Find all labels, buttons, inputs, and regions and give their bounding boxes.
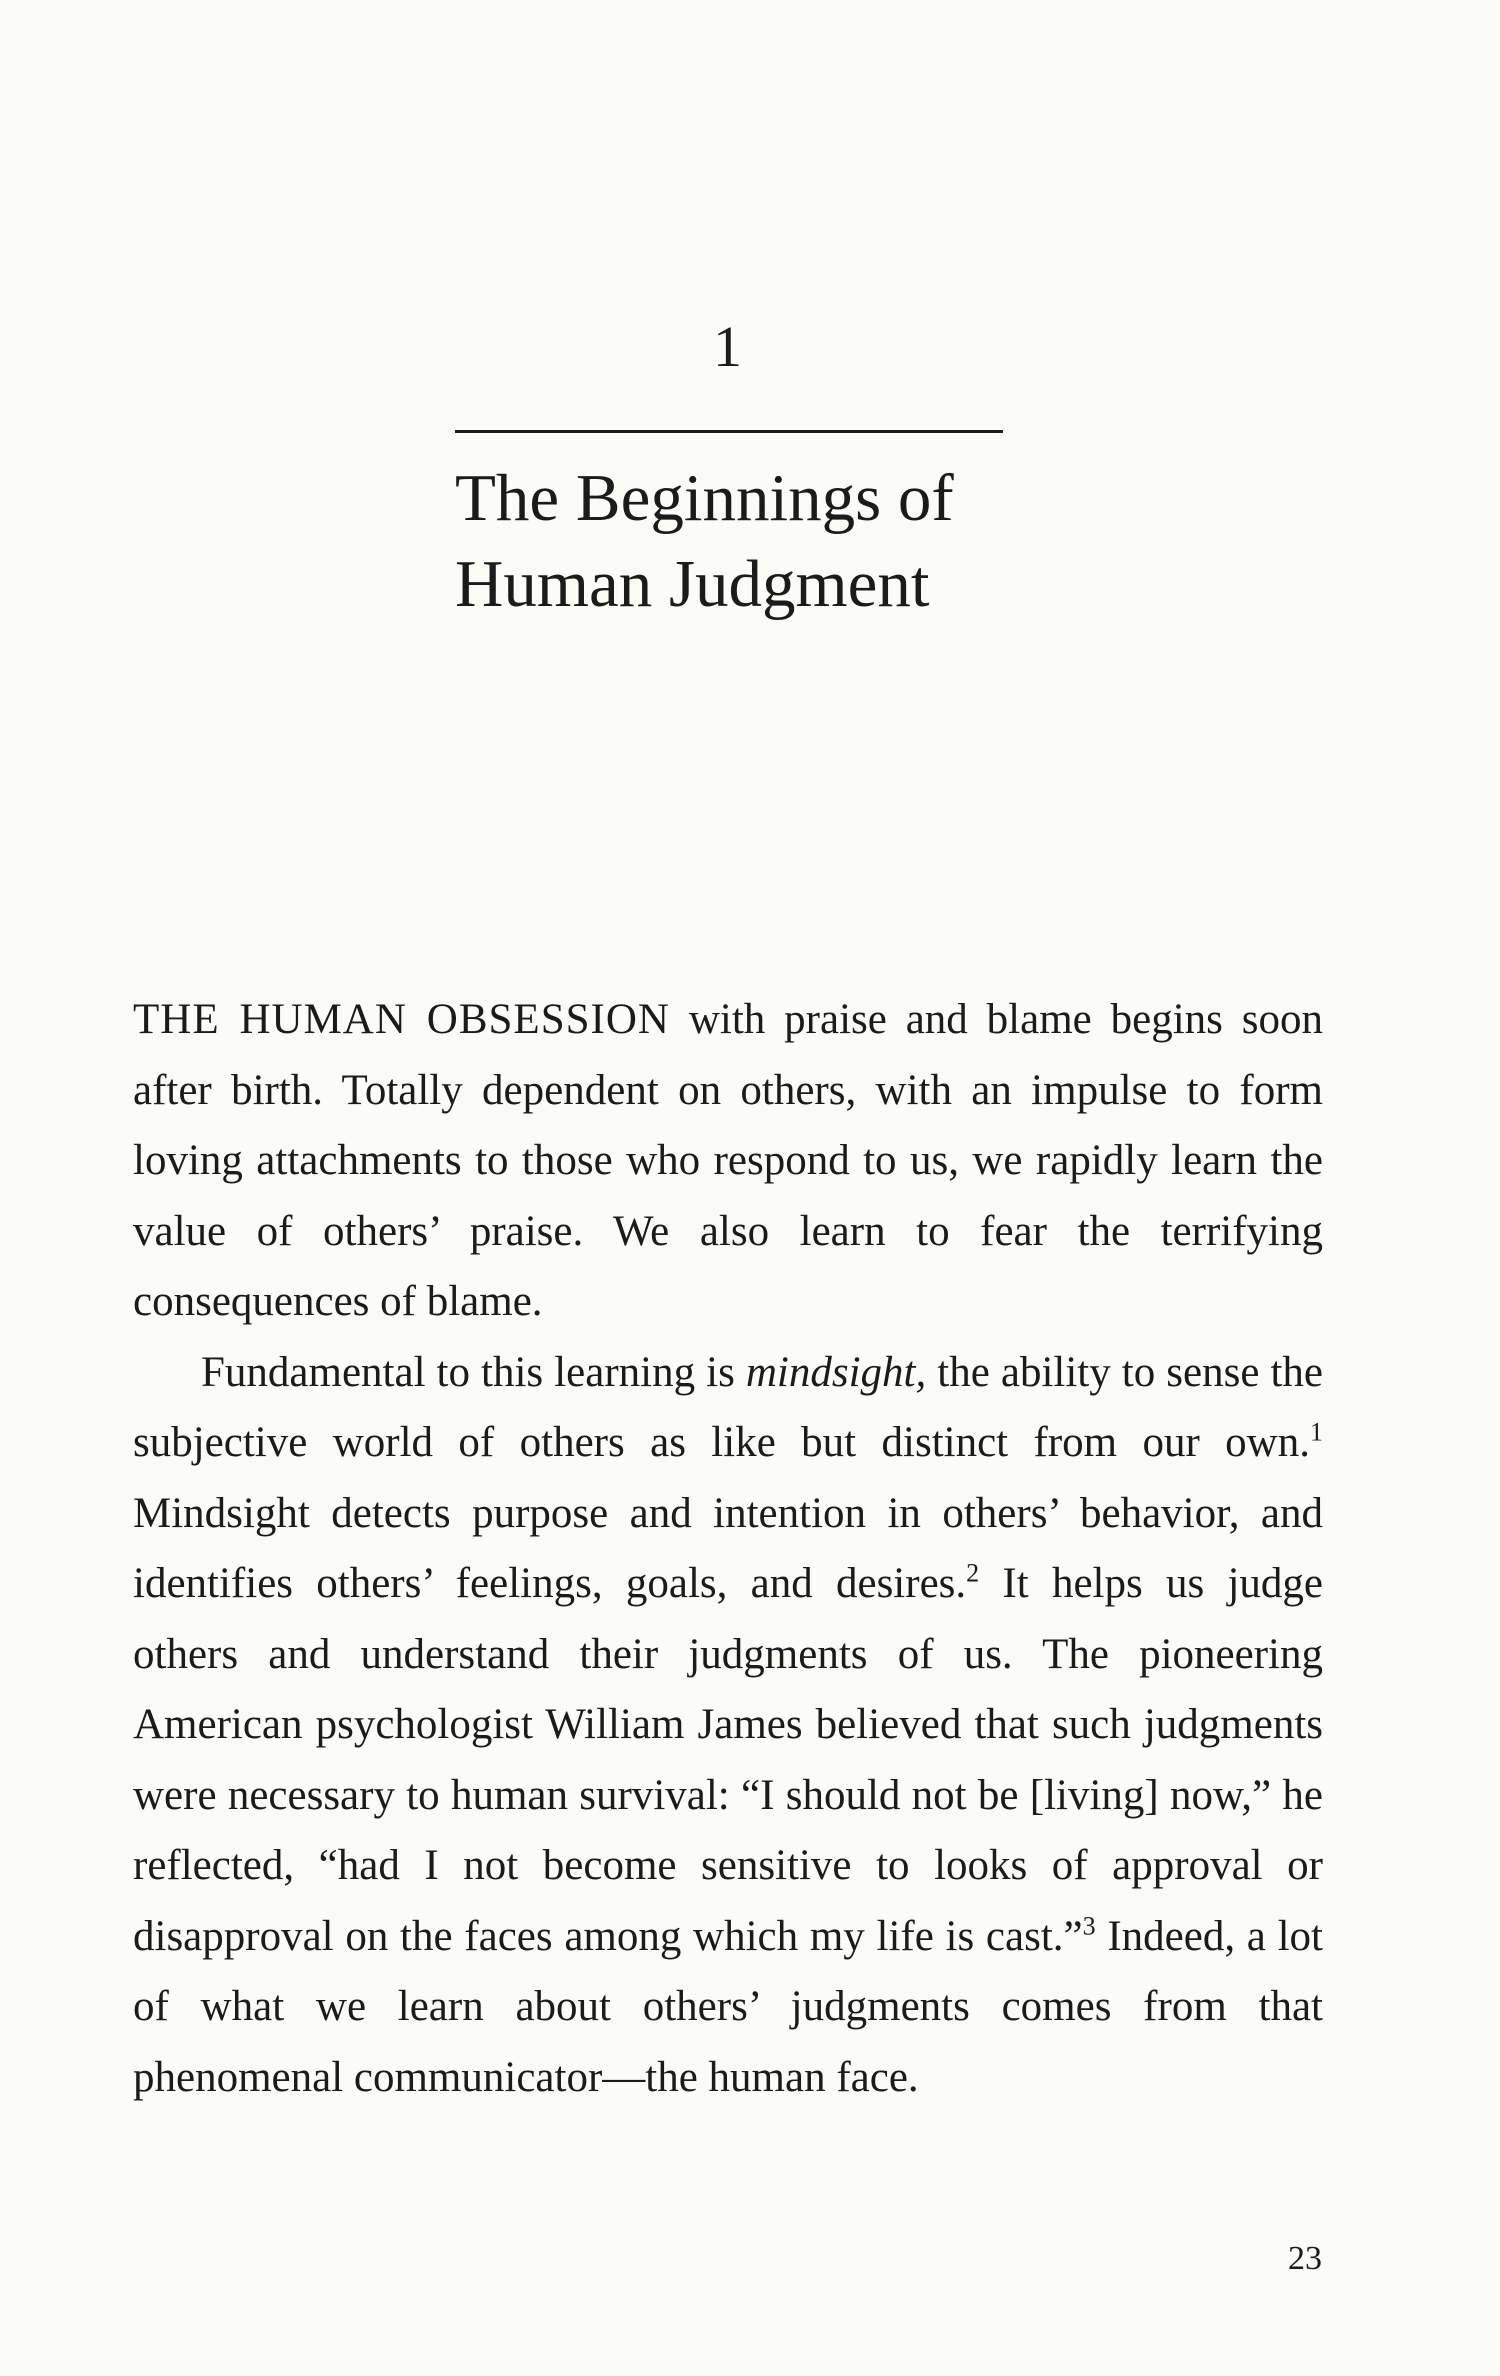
chapter-title [455,455,1015,627]
chapter-title-line-1: The Beginnings of [455,461,954,535]
paragraph-2 [133,1338,1323,2114]
body-text [133,985,1323,2113]
chapter-number: 1 [713,314,742,379]
chapter-rule [455,430,1003,433]
paragraph-1-lead: THE HUMAN OBSESSION [133,996,670,1043]
paragraph-1 [133,985,1323,1338]
footnote-ref-1[interactable]: 1 [1310,1417,1323,1447]
paragraph-1-text: with praise and blame begins soon after birth. Totally dependent on others, with an impulse to form loving attachments to those who respond to us, we rapidly learn the value of others’ praise. We also learn to fear the terrifying consequences of blame. [133,996,1323,1325]
paragraph-2-part-3: Mindsight detects purpose and intention in others’ behavior, and identifies others’ feelings, goals, and desires. [133,1489,1323,1607]
footnote-ref-3[interactable]: 3 [1082,1911,1096,1941]
paragraph-2-part-2: the ability to sense the subjective world of others as like but distinct from our own. [133,1348,1323,1466]
footnote-ref-2[interactable]: 2 [966,1558,980,1588]
mindsight-term: mindsight, [745,1348,927,1396]
paragraph-2-part-5: Indeed, a lot of what we learn about others’ judgments comes from that phenomenal communicator—the human face. [133,1912,1323,2101]
chapter-title-line-2: Human Judgment [455,547,930,621]
paragraph-2-part-4: It helps us judge others and understand their judgments of us. The pioneering American psychologist William James believed that such judgments were necessary to human survival: “I should not be [living] now,” he reflected, “had I not become sensitive to looks of approval or disapproval on the faces among which my life is cast.” [133,1560,1323,1960]
paragraph-2-part-1: Fundamental to this learning is [201,1348,746,1396]
page-number: 23 [1288,2240,1322,2277]
